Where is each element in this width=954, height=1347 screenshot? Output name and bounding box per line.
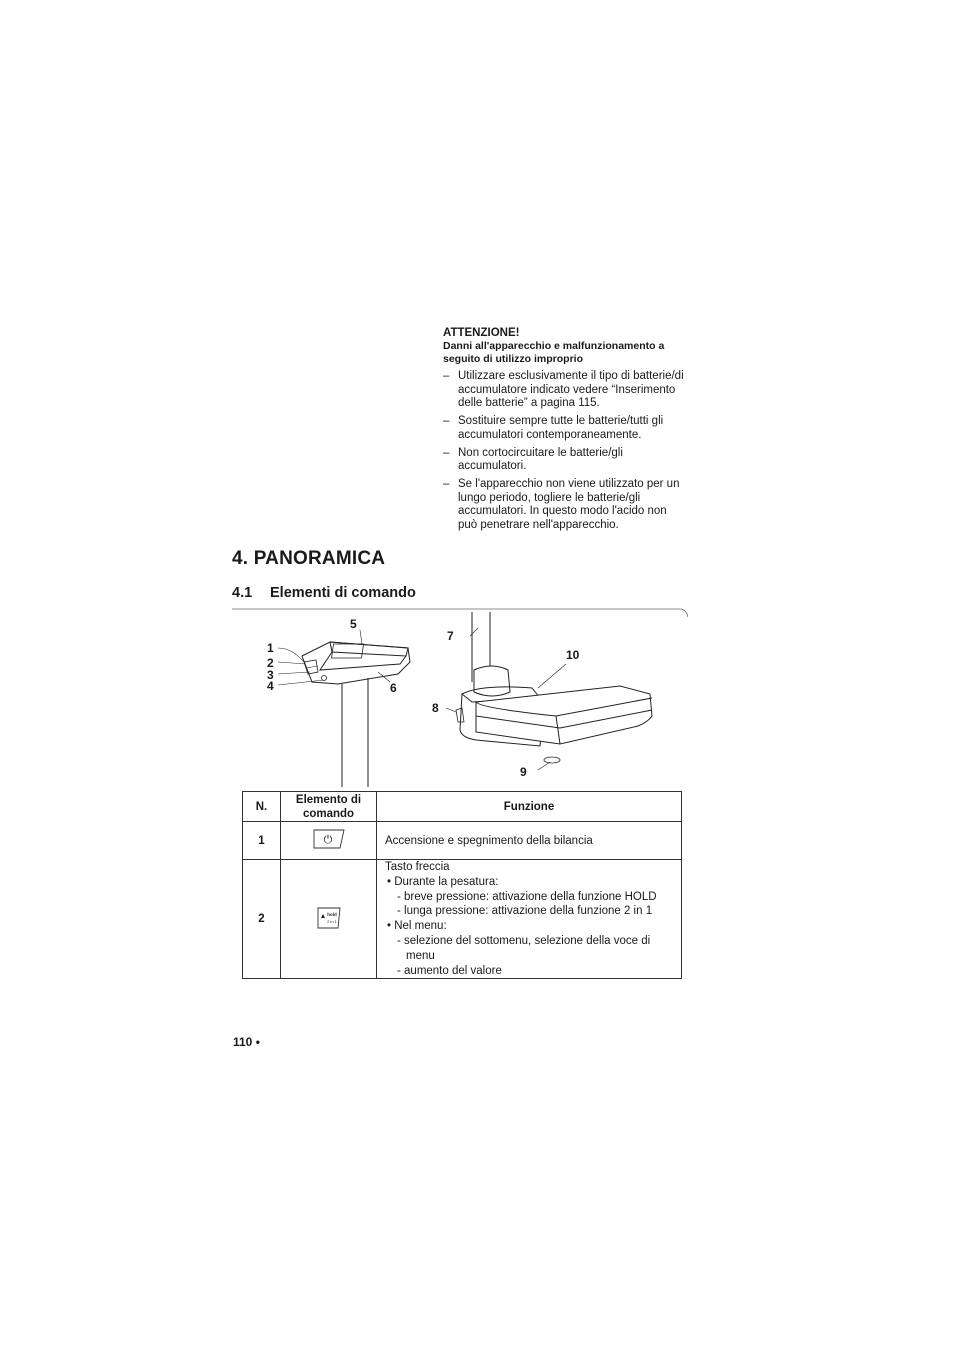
callout-9: 9 bbox=[520, 765, 527, 779]
warning-subtitle-line: seguito di utilizzo improprio bbox=[443, 353, 583, 365]
warning-line: accumulatori contemporaneamente. bbox=[458, 428, 642, 441]
subsection-number: 4.1 bbox=[232, 585, 253, 601]
row-function: Accensione e spegnimento della bilancia bbox=[377, 822, 682, 860]
warning-item bbox=[443, 415, 693, 442]
row-function bbox=[377, 860, 682, 979]
function-line: Tasto freccia bbox=[385, 861, 450, 873]
header-number: N. bbox=[243, 792, 281, 822]
callout-3: 3 bbox=[267, 668, 274, 682]
header-element-line: Elemento di bbox=[295, 793, 362, 806]
table-row bbox=[243, 860, 682, 979]
controls-table bbox=[242, 791, 682, 979]
header-function: Funzione bbox=[377, 792, 682, 822]
callout-6: 6 bbox=[390, 681, 397, 695]
warning-line: può penetrare nell'apparecchio. bbox=[458, 518, 619, 531]
warning-subtitle bbox=[443, 340, 693, 366]
dash-bullet: – bbox=[443, 446, 450, 459]
scale-illustration bbox=[240, 612, 690, 792]
function-lines bbox=[385, 860, 681, 978]
dash-bullet: – bbox=[443, 478, 450, 490]
header-element bbox=[281, 792, 377, 822]
function-line: • Durante la pesatura: bbox=[387, 875, 499, 888]
function-line: menu bbox=[406, 949, 435, 962]
scale-drawing bbox=[240, 612, 690, 792]
warning-line: accumulatori. In questo modo l'acido non bbox=[458, 505, 667, 517]
warning-item bbox=[443, 370, 693, 411]
row-number: 2 bbox=[243, 860, 281, 979]
callout-10: 10 bbox=[566, 648, 580, 662]
table-header-row bbox=[243, 792, 682, 822]
arrow-hold-button-icon bbox=[316, 906, 342, 930]
function-line: - lunga pressione: attivazione della funzione 2 in 1 bbox=[397, 905, 653, 918]
svg-text:⏻: ⏻ bbox=[323, 833, 332, 846]
row-number: 1 bbox=[243, 822, 281, 860]
warning-line: delle batterie” a pagina 115. bbox=[458, 397, 600, 409]
warning-line: Utilizzare esclusivamente il tipo di batterie/di bbox=[458, 370, 684, 382]
subsection-title: Elementi di comando bbox=[270, 585, 416, 601]
power-button-icon bbox=[311, 828, 347, 850]
dash-bullet: – bbox=[443, 370, 450, 382]
function-line: - aumento del valore bbox=[397, 964, 502, 977]
warning-item bbox=[443, 478, 693, 532]
warning-line: lungo periodo, togliere le batterie/gli bbox=[458, 491, 641, 504]
section-heading: 4. PANORAMICA bbox=[232, 548, 386, 569]
callout-1: 1 bbox=[267, 641, 274, 655]
subsection-heading bbox=[232, 585, 416, 601]
warning-block bbox=[443, 326, 693, 537]
function-line: • Nel menu: bbox=[387, 920, 447, 933]
page-number: 110 • bbox=[233, 1035, 260, 1049]
svg-text:2 in 1: 2 in 1 bbox=[326, 918, 337, 924]
warning-line: accumulatori. bbox=[458, 460, 527, 472]
header-element-line: comando bbox=[302, 807, 355, 820]
callout-4: 4 bbox=[267, 679, 274, 693]
warning-line: Non cortocircuitare le batterie/gli bbox=[458, 446, 623, 459]
callout-5: 5 bbox=[350, 617, 357, 631]
warning-item bbox=[443, 447, 693, 474]
callout-2: 2 bbox=[267, 656, 274, 670]
warning-line: Se l'apparecchio non viene utilizzato per un bbox=[458, 478, 680, 490]
dash-bullet: – bbox=[443, 415, 450, 427]
callout-7: 7 bbox=[447, 629, 454, 643]
warning-line: Sostituire sempre tutte le batterie/tutti gli bbox=[458, 415, 664, 427]
row-icon-cell bbox=[281, 822, 377, 860]
warning-title: ATTENZIONE! bbox=[443, 327, 520, 339]
row-icon-cell bbox=[281, 860, 377, 979]
warning-list bbox=[443, 370, 693, 532]
function-line: - breve pressione: attivazione della funzione HOLD bbox=[397, 890, 657, 903]
warning-subtitle-line: Danni all'apparecchio e malfunzionamento a bbox=[443, 340, 665, 352]
svg-text:hold: hold bbox=[326, 911, 337, 917]
warning-line: accumulatore indicato vedere “Inserimento bbox=[458, 383, 676, 396]
table-row bbox=[243, 822, 682, 860]
callout-8: 8 bbox=[432, 701, 439, 715]
function-line: - selezione del sottomenu, selezione della voce di bbox=[397, 934, 651, 947]
